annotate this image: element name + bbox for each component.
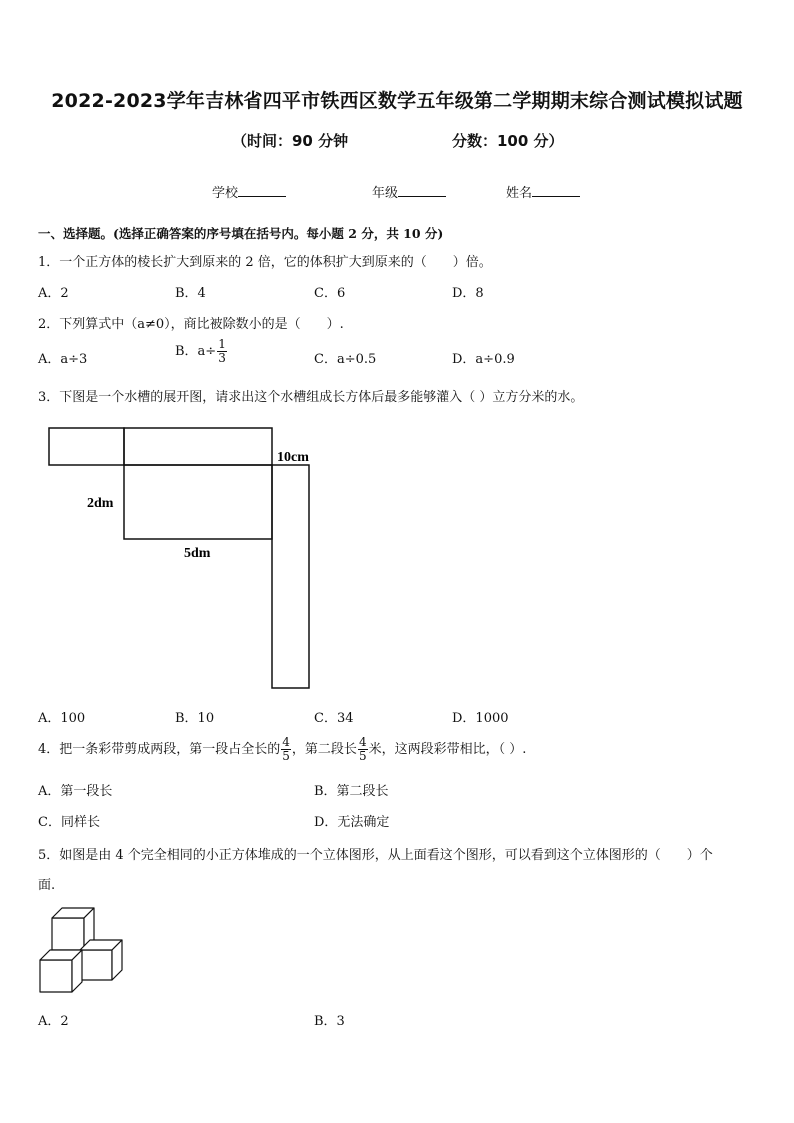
- school-field[interactable]: [212, 182, 286, 201]
- q4-option-c[interactable]: C．同样长: [38, 815, 100, 830]
- net-top-left-panel: [49, 428, 124, 465]
- net-base-panel: [124, 465, 272, 539]
- name-label: 姓名: [506, 186, 533, 201]
- q1-option-c[interactable]: C．6: [314, 286, 346, 301]
- grade-label: 年级: [372, 186, 399, 201]
- q3-option-d[interactable]: D．1000: [452, 711, 509, 726]
- question-5-stem-line1: 5．如图是由 4 个完全相同的小正方体堆成的一个立体图形，从上面看这个图形，可以看到这个立体图形的（ ）个: [38, 848, 713, 863]
- q5-option-b[interactable]: B．3: [314, 1014, 345, 1029]
- question-3-stem: 3．下图是一个水槽的展开图，请求出这个水槽组成长方体后最多能够灌入（ ）立方分米的水。: [38, 390, 584, 405]
- fraction-four-fifths-a: $\frac{4}{5}$: [282, 735, 290, 763]
- section-heading: 一、选择题。(选择正确答案的序号填在括号内。每小题 2 分，共 10 分): [38, 226, 444, 241]
- name-field[interactable]: [506, 182, 580, 201]
- label-10cm: 10cm: [277, 450, 309, 465]
- q1-option-a[interactable]: A．2: [38, 286, 69, 301]
- school-label: 学校: [212, 186, 239, 201]
- question-4-stem: 4．把一条彩带剪成两段，第一段占全长的 $\frac{4}{5}$ ，第二段长 $\frac{4}{5}$ 米，这两段彩带相比，（ ）.: [38, 735, 527, 763]
- school-blank[interactable]: [238, 184, 286, 197]
- q3-option-a[interactable]: A．100: [38, 711, 86, 726]
- grade-blank[interactable]: [398, 184, 446, 197]
- cube-top-front: [52, 918, 84, 950]
- q2-option-c[interactable]: C．a÷0.5: [314, 352, 377, 367]
- fraction-four-fifths-b: $\frac{4}{5}$: [358, 735, 367, 763]
- cube-left-front: [40, 960, 72, 992]
- question-1-stem: 1．一个正方体的棱长扩大到原来的 2 倍，它的体积扩大到原来的（ ）倍。: [38, 255, 492, 270]
- net-top-panel: [124, 428, 272, 465]
- q2-option-a[interactable]: A．a÷3: [38, 352, 88, 367]
- q1-option-b[interactable]: B．4: [175, 286, 206, 301]
- exam-score: 分数：100 分）: [452, 132, 564, 150]
- label-2dm: 2dm: [87, 496, 114, 511]
- q2-option-b-label: B．a÷: [175, 344, 217, 359]
- q5-option-a[interactable]: A．2: [38, 1014, 69, 1029]
- net-right-panel: [272, 465, 309, 688]
- fraction-one-third: $\frac{1}{3}$: [218, 337, 226, 365]
- page-title: 2022-2023学年吉林省四平市铁西区数学五年级第二学期期末综合测试模拟试题: [51, 90, 743, 112]
- exam-time: （时间：90 分钟: [232, 132, 349, 150]
- grade-field[interactable]: [372, 182, 446, 201]
- cubes-figure: [30, 900, 140, 1000]
- q2-option-b[interactable]: [175, 338, 228, 365]
- q3-option-b[interactable]: B．10: [175, 711, 215, 726]
- q4-option-d[interactable]: D．无法确定: [314, 815, 390, 830]
- q3-option-c[interactable]: C．34: [314, 711, 354, 726]
- label-5dm: 5dm: [184, 546, 211, 561]
- cube-right-front: [80, 950, 112, 980]
- q1-option-d[interactable]: D．8: [452, 286, 484, 301]
- name-blank[interactable]: [532, 184, 580, 197]
- q4-option-a[interactable]: A．第一段长: [38, 784, 113, 799]
- tank-net-diagram: [0, 420, 360, 695]
- q2-option-d[interactable]: D．a÷0.9: [452, 352, 515, 367]
- q4-option-b[interactable]: B．第二段长: [314, 784, 389, 799]
- question-5-stem-line2: 面.: [38, 878, 56, 893]
- question-2-stem: 2．下列算式中（a≠0），商比被除数小的是（ ）.: [38, 317, 344, 332]
